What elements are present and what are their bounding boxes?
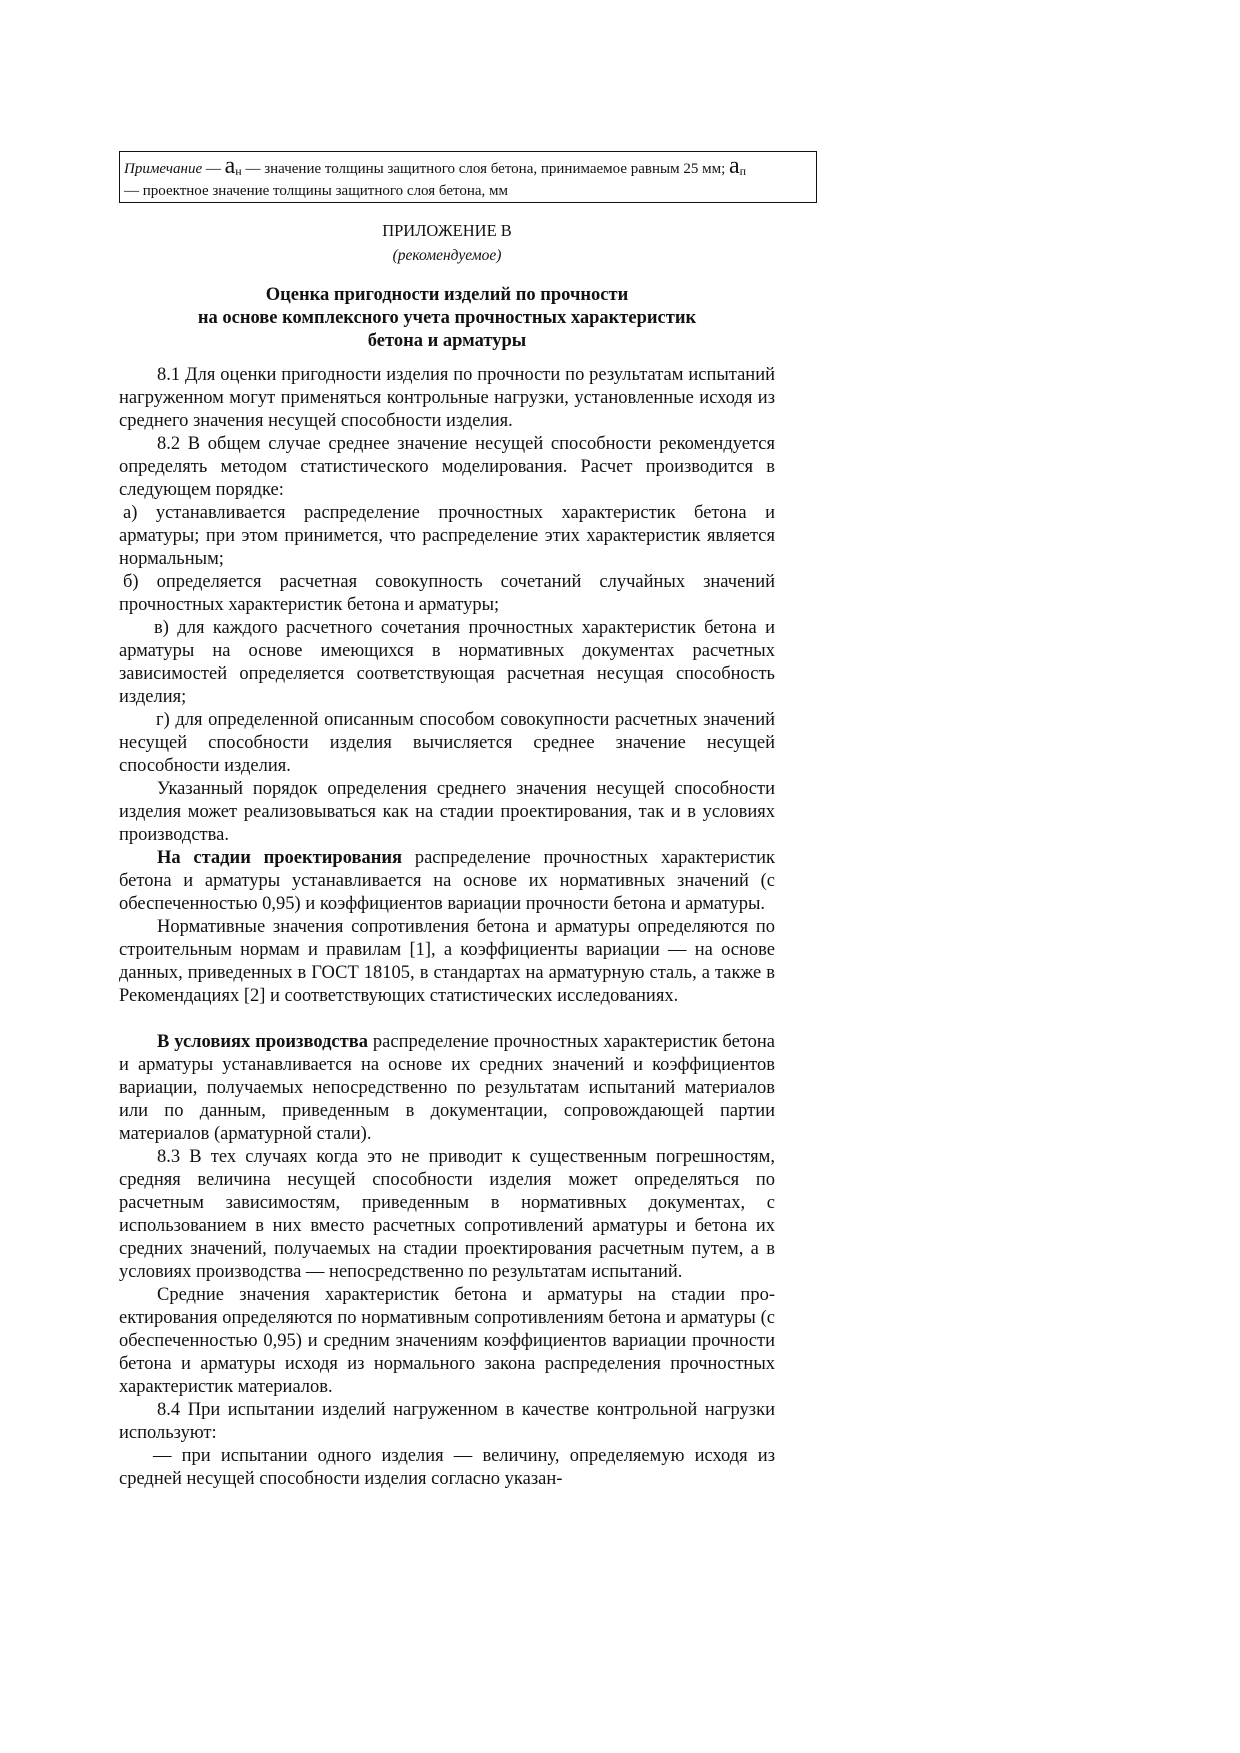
- paragraph-single-item: — при испытании одного изделия — величину, определяемую исходя из средней несущей способности изделия согласно указан-: [119, 1446, 775, 1489]
- production-bold: В условиях производства: [157, 1032, 368, 1052]
- note-text-1: — значение толщины защитного слоя бетона, принимаемое равным 25 мм;: [241, 161, 730, 177]
- paragraph-8-4: 8.4 При испытании изделий нагруженном в качестве контрольной нагрузки используют:: [119, 1400, 775, 1443]
- list-item-c: в) для каждого расчетного сочетания прочностных характеристик бетона и арматуры на основе имеющихся в нормативных документах расчетных зависимостей определяется соответствующая расчетная несущая способность изделия;: [119, 618, 775, 707]
- symbol-a-p: а: [729, 153, 740, 179]
- heading-line-2: на основе комплексного учета прочностных характеристик: [197, 308, 697, 328]
- section-heading: [119, 284, 775, 353]
- list-item-d: г) для определенной описанным способом совокупности расчетных значений несущей способности изделия вычисляется среднее значение несущей способности изделия.: [119, 710, 775, 776]
- paragraph-design-stage: [119, 847, 775, 916]
- production-text: распределение прочностных характеристик бетона и арматуры устанавливается на основе их средних значений и коэффициентов вариации, получаемых непосредственно по результатам испытаний материалов или по данным, приведенным в документации, сопровождающей партии материалов (арматурной стали).: [119, 1032, 775, 1144]
- list-item-a: а) устанавливается распределение прочностных характеристик бетона и арматуры; при этом принимется, что распределение этих характеристик является нормальным;: [119, 503, 775, 569]
- appendix-subtitle: (рекомендуемое): [392, 247, 502, 264]
- note-text-2: — проектное значение толщины защитного слоя бетона, мм: [124, 183, 509, 199]
- heading-line-1: Оценка пригодности изделий по прочности: [265, 285, 629, 305]
- paragraph-mean-values: Средние значения характеристик бетона и арматуры на стадии проектирования определяются по нормативным сопротивлениям бетона и арматуры (с обеспеченностью 0,95) и средним значениям коэффициентов вариации прочности бетона и арматуры исходя из нормального закона распределения прочностных характеристик материалов.: [119, 1285, 775, 1397]
- body-text: [119, 364, 775, 1491]
- paragraph-production: [119, 1031, 775, 1146]
- paragraph-8-1: 8.1 Для оценки пригодности изделия по прочности по результатам испытаний нагруженном могут применяться контрольные нагрузки, установленные исходя из среднего значения несущей способности изделия.: [119, 365, 775, 431]
- design-stage-text: распределение прочностных характеристик бетона и арматуры устанавливается на основе их нормативных значений (с обеспеченностью 0,95) и коэффициентов вариации прочности бетона и арматуры.: [119, 848, 775, 914]
- paragraph-normative-values: Нормативные значения сопротивления бетона и арматуры определяются по строительным нормам и правилам [1], а коэффициенты вариации — на основе данных, приведенных в ГОСТ 18105, в стандартах на арматурную сталь, а также в Рекомендациях [2] и соответствующих статистических исследованиях.: [119, 917, 775, 1006]
- paragraph-procedure: Указанный порядок определения среднего значения несущей способности изделия может реализовываться как на стадии проектирования, так и в условиях производства.: [119, 779, 775, 845]
- paragraph-8-3: 8.3 В тех случаях когда это не приводит к существенным погрешностям, средняя величина несущей способности изделия может определяться по расчетным зависимостям, приведенным в нормативных документах, с использованием в них вместо расчетных сопротивлений арматуры и бетона их средних значений, получаемых на стадии проектирования расчетным путем, а в условиях производства — непосредственно по результатам испытаний.: [119, 1147, 775, 1282]
- note-box: [119, 151, 817, 203]
- heading-line-3: бетона и арматуры: [367, 331, 527, 351]
- paragraph-8-2: 8.2 В общем случае среднее значение несущей способности рекомендуется определять методом статистического моделирования. Расчет производится в следующем порядке:: [119, 434, 775, 500]
- subscript-p: п: [739, 164, 747, 178]
- symbol-a-n: а: [224, 153, 236, 179]
- appendix-title: ПРИЛОЖЕНИЕ В: [382, 221, 512, 240]
- design-stage-bold: На стадии проектирования: [157, 848, 403, 868]
- subscript-n: н: [235, 164, 242, 178]
- note-dash: —: [202, 161, 225, 177]
- note-label: Примечание: [124, 161, 203, 177]
- list-item-b: б) определяется расчетная совокупность сочетаний случайных значений прочностных характеристик бетона и арматуры;: [119, 572, 775, 615]
